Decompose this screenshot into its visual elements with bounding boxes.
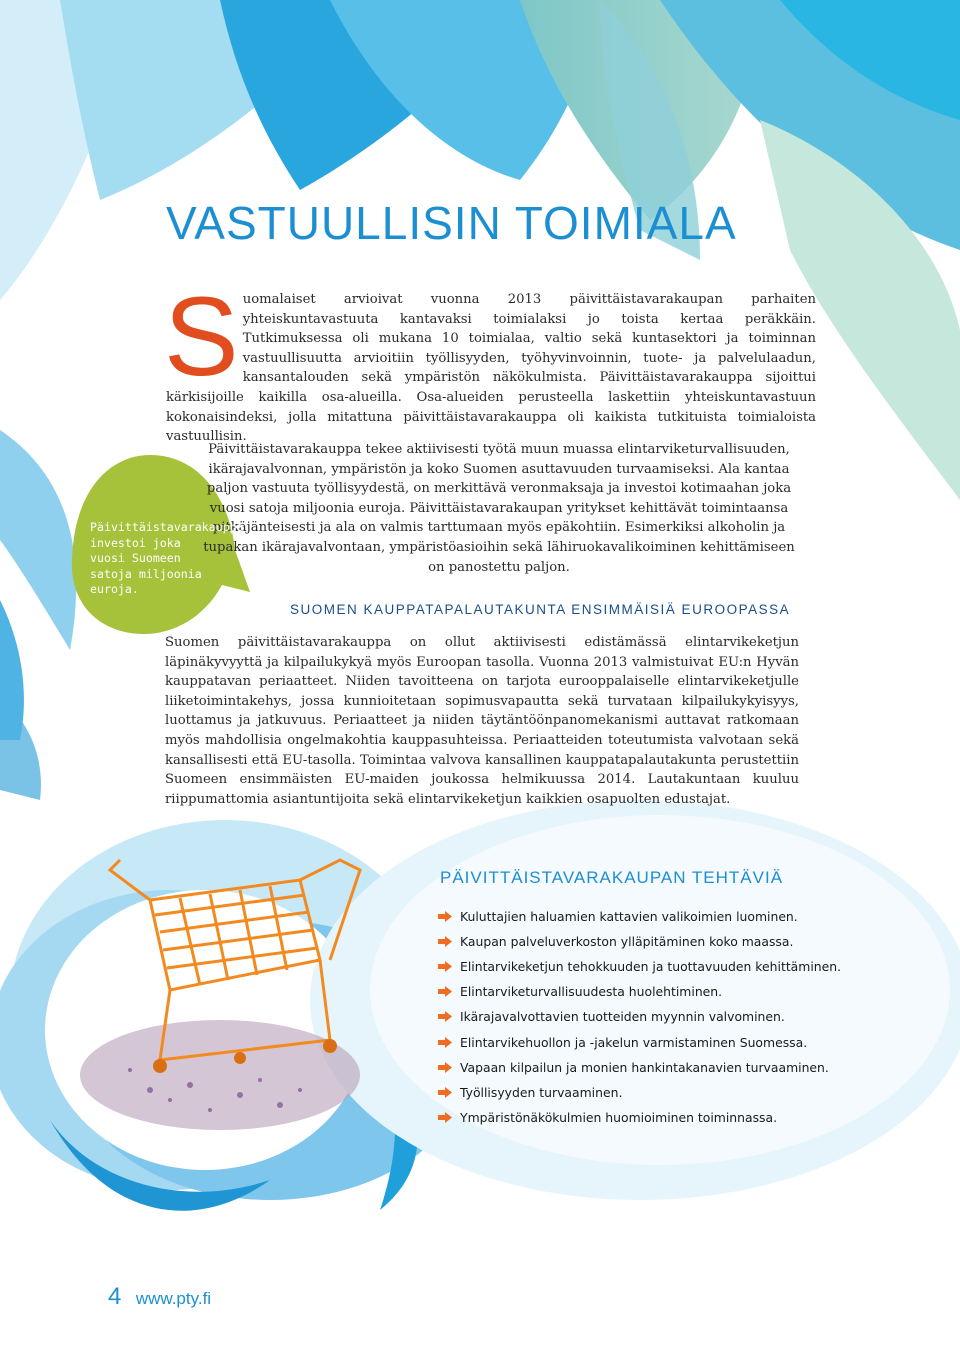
page-footer	[108, 1283, 211, 1311]
task-label: Elintarviketurvallisuudesta huolehtiminen.	[460, 984, 723, 1000]
task-label: Elintarvikeketjun tehokkuuden ja tuottavuuden kehittäminen.	[460, 959, 842, 975]
section-body: Suomen päivittäistavarakauppa on ollut aktiivisesti edistämässä elintarvikeketjun läpinäkyvyyttä ja kilpailukykyä myös Euroopan tasolla. Vuonna 2013 valmistuivat EU:n Hyvän kauppatavan periaatteet. Niiden tavoitteena on tarjota eurooppalaiselle elintarvikeketjulle liiketoimintakehys, jossa kunnioitetaan sopimusvapautta sekä turvataan kilpailukykyisyys, luottamus ja jatkuvuus. Periaatteet ja niiden täytäntöönpanomekanismi auttavat ratkomaan myös mahdollisia ongelmakohtia kauppasuhteissa. Periaatteiden toteutumista valvotaan sekä kansallisesti että EU-tasolla. Toimintaa valvova kansallinen kauppatapalautakunta perustettiin Suomeen ensimmäisten EU-maiden joukossa helmikuussa 2014. Lautakuntaan kuuluu riippumattomia asiantuntijoita sekä elintarvikeketjun kaikkien osapuolten edustajat.	[165, 635, 799, 807]
website-link[interactable]: www.pty.fi	[135, 1289, 212, 1308]
list-item	[438, 904, 841, 929]
tasks-list	[438, 904, 841, 1130]
task-label: Elintarvikehuollon ja -jakelun varmistaminen Suomessa.	[460, 1034, 808, 1050]
drop-cap: S	[164, 274, 239, 399]
responsibility-paragraph: Päivittäistavarakauppa tekee aktiivisesti työtä muun muassa elintarviketurvallisuuden, ikärajavalvonnan, ympäristön ja koko Suomen asuttavuuden turvaamiseksi. Ala kantaa paljon vastuuta työllisyydestä, on merkittävä veronmaksaja ja investoi kotimaahan joka vuosi satoja miljoonia euroja. Päivittäistavarakaupan yritykset kehittävät toimintaansa pitkäjänteisesti ja ala on valmis tarttumaan myös epäkohtiin. Esimerkiksi alkoholin ja tupakan ikärajavalvontaan, ympäristöasioihin sekä lähiruokavalikoiminen kehittämiseen on panostettu paljon.	[203, 442, 795, 575]
page-number: 4	[108, 1283, 122, 1310]
arrow-right-icon	[438, 1037, 452, 1048]
arrow-right-icon	[438, 986, 452, 997]
intro-paragraph	[164, 274, 816, 447]
speech-bubble-text: Päivittäistavarakauppa investoi joka vuosi Suomeen satoja miljoonia euroja.	[90, 520, 244, 596]
section-subheading: SUOMEN KAUPPATAPALAUTAKUNTA ENSIMMÄISIÄ EUROOPASSA	[290, 602, 791, 617]
list-item	[438, 1004, 841, 1029]
list-item	[438, 1029, 841, 1054]
task-label: Ikärajavalvottavien tuotteiden myynnin valvominen.	[460, 1009, 785, 1025]
list-item	[438, 1080, 841, 1105]
arrow-right-icon	[438, 1062, 452, 1073]
list-item	[438, 954, 841, 979]
arrow-right-icon	[438, 961, 452, 972]
task-label: Kaupan palveluverkoston ylläpitäminen koko maassa.	[460, 934, 794, 950]
list-item	[438, 1055, 841, 1080]
page-title: VASTUULLISIN TOIMIALA	[166, 197, 737, 249]
list-item	[438, 929, 841, 954]
list-item	[438, 979, 841, 1004]
arrow-right-icon	[438, 911, 452, 922]
arrow-right-icon	[438, 1011, 452, 1022]
list-item	[438, 1105, 841, 1130]
task-label: Työllisyyden turvaaminen.	[460, 1084, 623, 1100]
tasks-heading: PÄIVITTÄISTAVARAKAUPAN TEHTÄVIÄ	[440, 868, 784, 887]
task-label: Kuluttajien haluamien kattavien valikoimien luominen.	[460, 909, 798, 925]
arrow-right-icon	[438, 936, 452, 947]
task-label: Vapaan kilpailun ja monien hankintakanavien turvaaminen.	[460, 1059, 829, 1075]
intro-text: uomalaiset arvioivat vuonna 2013 päivittäistavarakaupan parhaiten yhteiskuntavastuuta kantavaksi toimialaksi jo toista kertaa peräkkäin. Tutkimuksessa oli mukana 10 toimialaa, valtio sekä kuntasektori ja toiminnan vastuullisuutta arvioitiin työllisyyden, työhyvinvoinnin, tuote- ja palvelulaadun, kansantalouden sekä ympäristön näkökulmista. Päivittäistavarakauppa sijoittui kärkisijoille kaikilla osa-alueilla. Osa-alueiden perusteella laskettiin yhteiskuntavastuun kokonaisindeksi, jolla mitattuna päivittäistavarakauppa oli kaikista tutkituista toimialoista vastuullisin.	[166, 292, 816, 445]
arrow-right-icon	[438, 1087, 452, 1098]
arrow-right-icon	[438, 1112, 452, 1123]
task-label: Ympäristönäkökulmien huomioiminen toiminnassa.	[460, 1109, 778, 1125]
